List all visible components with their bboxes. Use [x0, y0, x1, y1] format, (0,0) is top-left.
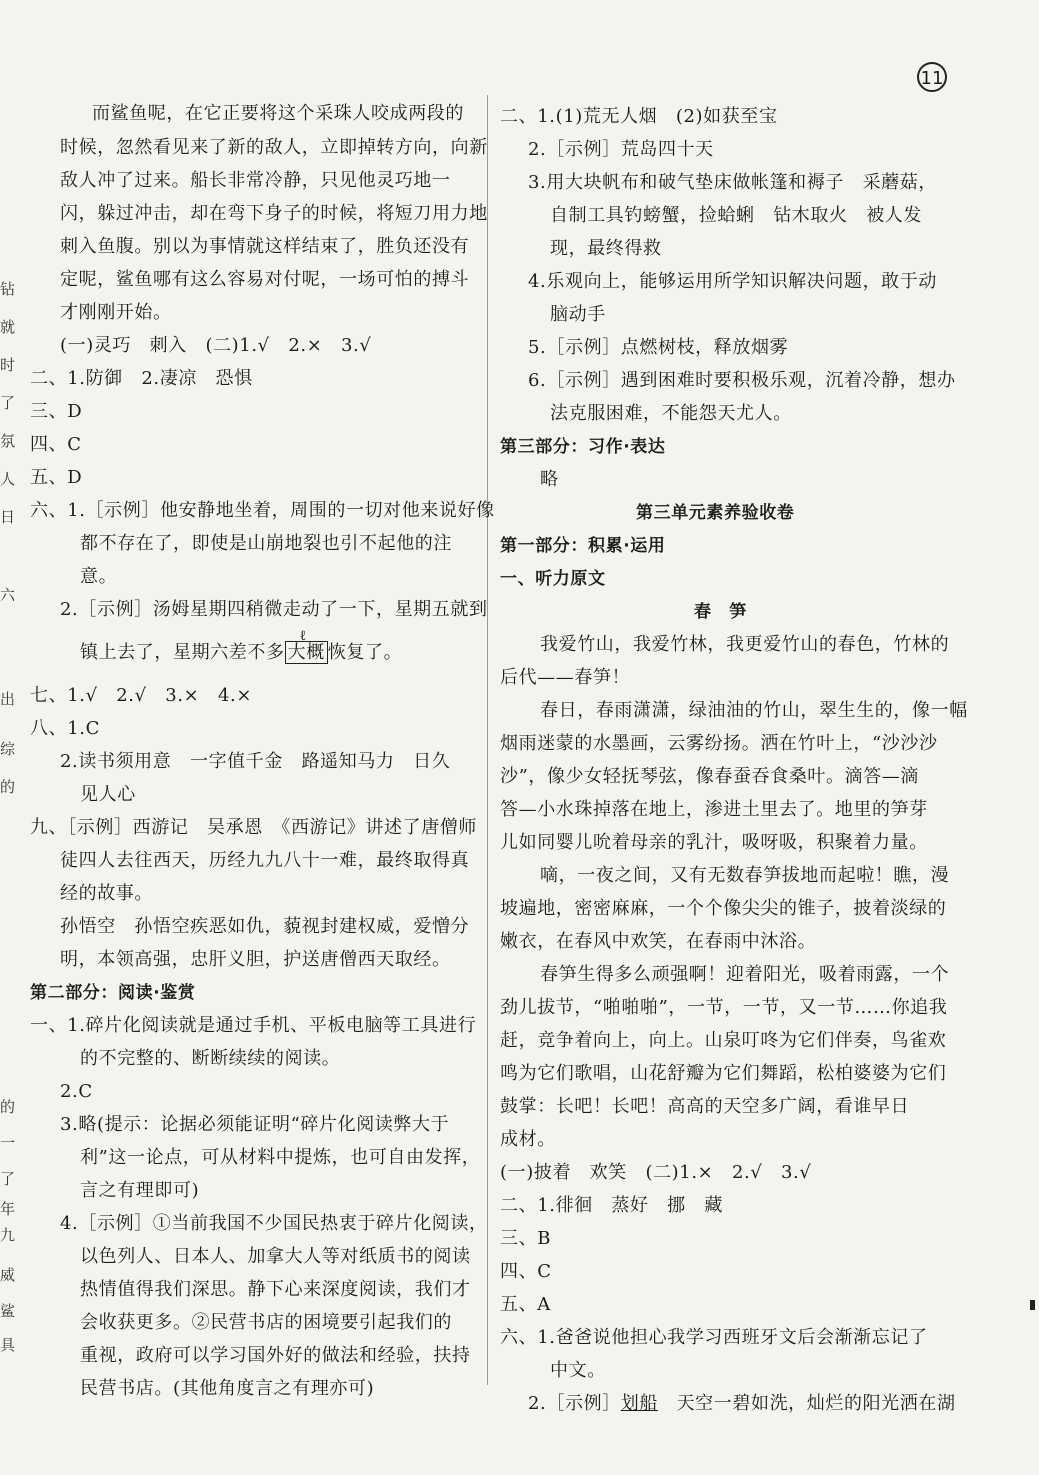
- text-line: 4.［示例］①当前我国不少国民热衷于碎片化阅读，: [60, 1213, 488, 1234]
- edge-fragment: 的: [0, 1098, 16, 1116]
- text-line: 会收获更多。②民营书店的困境要引起我们的: [80, 1312, 452, 1333]
- edge-fragment: 威: [0, 1266, 16, 1284]
- section-heading: 第一部分：积累·运用: [500, 536, 666, 556]
- text-line: 利”这一论点，可从材料中提炼，也可自由发挥，: [80, 1147, 481, 1168]
- text-line: 嫩衣，在春风中欢笑，在春雨中沐浴。: [500, 931, 817, 952]
- text-line: 热情值得我们深思。静下心来深度阅读，我们才: [80, 1279, 471, 1300]
- text-line: 现，最终得救: [550, 238, 662, 259]
- text-line: 3.用大块帆布和破气垫床做帐篷和褥子 采蘑菇，: [528, 172, 937, 193]
- section-heading: 第三部分：习作·表达: [500, 437, 666, 457]
- column-divider: [487, 95, 488, 1385]
- edge-fragment: 了: [0, 394, 16, 412]
- text-line: 2.［示例］荒岛四十天: [528, 139, 714, 160]
- edge-fragment: 鲨: [0, 1302, 16, 1320]
- text-line: 而鲨鱼呢，在它正要将这个采珠人咬成两段的: [92, 103, 464, 124]
- answer-line-boxed: [80, 628, 403, 663]
- boxed-word: [285, 628, 328, 664]
- text-line: 法克服困难，不能怨天尤人。: [550, 403, 792, 424]
- text-line: 烟雨迷蒙的水墨画，云雾纷扬。洒在竹叶上，“沙沙沙: [500, 733, 938, 754]
- text-line: 刺入鱼腹。别以为事情就这样结束了，胜负还没有: [60, 236, 470, 257]
- edge-fragment: 日: [0, 508, 16, 526]
- text-line: 4.乐观向上，能够运用所学知识解决问题，敢于动: [528, 271, 937, 292]
- text-line: 中文。: [550, 1360, 606, 1381]
- text-line: 后代——春笋！: [500, 667, 631, 688]
- text-line: 鼓掌：长吧！长吧！高高的天空多广阔，看谁早日: [500, 1096, 910, 1117]
- text-line: 三、D: [30, 401, 83, 422]
- text-line: 意。: [80, 566, 118, 587]
- text-line: 重视，政府可以学习国外好的做法和经验，扶持: [80, 1345, 471, 1366]
- text-line: 鸣为它们歌唱，山花舒瓣为它们舞蹈，松柏婆婆为它们: [500, 1063, 947, 1084]
- boxed-line-before: 镇上去了，星期六差不多: [80, 642, 285, 663]
- text-line: 一、1.碎片化阅读就是通过手机、平板电脑等工具进行: [30, 1015, 477, 1036]
- edge-fragment: 综: [0, 740, 16, 758]
- edge-fragment: 人: [0, 470, 16, 488]
- boxed-word-text: 大概: [287, 642, 325, 663]
- page-number: 11: [917, 62, 947, 92]
- text-line: 四、C: [30, 434, 82, 455]
- text-line: 以色列人、日本人、加拿大人等对纸质书的阅读: [80, 1246, 471, 1267]
- boxed-line-after: 恢复了。: [327, 642, 403, 663]
- edge-fragment: 氛: [0, 432, 16, 450]
- text-line: 五、D: [30, 467, 83, 488]
- text-line: 略: [540, 469, 559, 490]
- text-line: 民营书店。(其他角度言之有理亦可): [80, 1378, 375, 1399]
- sprout-mark-icon: ℓ: [299, 628, 307, 644]
- text-line: 七、1.√ 2.√ 3.× 4.×: [30, 685, 252, 706]
- text-line: 我爱竹山，我爱竹林，我更爱竹山的春色，竹林的: [540, 634, 950, 655]
- text-line: 六、1.爸爸说他担心我学习西班牙文后会渐渐忘记了: [500, 1327, 928, 1348]
- text-line: 三、B: [500, 1228, 552, 1249]
- text-line: 赶，竞争着向上，向上。山泉叮咚为它们伴奏，鸟雀欢: [500, 1030, 947, 1051]
- text-line: 的不完整的、断断续续的阅读。: [80, 1048, 341, 1069]
- edge-fragment: 就: [0, 318, 16, 336]
- answer-line-underlined: [528, 1394, 956, 1414]
- section-heading: 第二部分：阅读·鉴赏: [30, 983, 196, 1003]
- text-line: 徒四人去往西天，历经九九八十一难，最终取得真: [60, 850, 470, 871]
- text-line: 明，本领高强，忠肝义胆，护送唐僧西天取经。: [60, 949, 451, 970]
- text-line: 二、1.徘徊 蒸好 挪 藏: [500, 1195, 723, 1216]
- underlined-word: 划船: [620, 1393, 658, 1414]
- text-line: 6.［示例］遇到困难时要积极乐观，沉着冷静，想办: [528, 370, 956, 391]
- text-line: 九、［示例］西游记 吴承恩 《西游记》讲述了唐僧师: [30, 817, 477, 838]
- text-line: 答—小水珠掉落在地上，渗进土里去了。地里的笋芽: [500, 799, 928, 820]
- text-line: 5.［示例］点燃树枝，释放烟雾: [528, 337, 789, 358]
- text-line: 成材。: [500, 1129, 556, 1150]
- text-line: 3.略(提示：论据必须能证明“碎片化阅读弊大于: [60, 1114, 450, 1135]
- underlined-line-prefix: 2.［示例］: [528, 1393, 621, 1414]
- section-heading: 一、听力原文: [500, 569, 606, 589]
- edge-fragment: 时: [0, 356, 16, 374]
- text-line: 沙”，像少女轻抚琴弦，像春蚕吞食桑叶。滴答—滴: [500, 766, 919, 787]
- text-line: 言之有理即可): [80, 1180, 200, 1201]
- edge-fragment: 九: [0, 1226, 16, 1244]
- text-line: 五、A: [500, 1294, 551, 1315]
- text-line: 儿如同婴儿吮着母亲的乳汁，吸呀吸，积聚着力量。: [500, 832, 928, 853]
- text-line: 脑动手: [550, 304, 606, 325]
- text-line: 嘀，一夜之间，又有无数春笋拔地而起啦！瞧，漫: [540, 865, 950, 886]
- text-line: (一)披着 欢笑 (二)1.× 2.√ 3.√: [500, 1162, 812, 1183]
- edge-fragment: 具: [0, 1336, 16, 1354]
- text-line: 2.C: [60, 1081, 93, 1102]
- text-line: 定呢，鲨鱼哪有这么容易对付呢，一场可怕的搏斗: [60, 269, 470, 290]
- text-line: (一)灵巧 刺入 (二)1.√ 2.× 3.√: [60, 335, 372, 356]
- edge-fragment: 出: [0, 690, 16, 708]
- text-line: 劲儿拔节，“啪啪啪”，一节，一节，又一节……你追我: [500, 997, 948, 1018]
- text-line: 敌人冲了过来。船长非常冷静，只见他灵巧地一: [60, 170, 451, 191]
- text-line: 2.读书须用意 一字值千金 路遥知马力 日久: [60, 751, 451, 772]
- text-line: 才刚刚开始。: [60, 302, 172, 323]
- edge-fragment: 的: [0, 778, 16, 796]
- text-line: 孙悟空 孙悟空疾恶如仇，藐视封建权威，爱憎分: [60, 916, 470, 937]
- text-line: 闪，躲过冲击，却在弯下身子的时候，将短刀用力地: [60, 203, 488, 224]
- edge-fragment: 年: [0, 1200, 16, 1218]
- edge-fragment: 了: [0, 1170, 16, 1188]
- text-line: 自制工具钓螃蟹，捡蛤蜊 钻木取火 被人发: [550, 205, 922, 226]
- text-line: 二、1.防御 2.凄凉 恐惧: [30, 368, 253, 389]
- text-line: 见人心: [80, 784, 136, 805]
- text-line: 时候，忽然看见来了新的敌人，立即掉转方向，向新: [60, 137, 488, 158]
- underlined-line-rest: 天空一碧如洗，灿烂的阳光洒在湖: [657, 1393, 956, 1414]
- margin-mark: [1030, 1300, 1035, 1310]
- text-line: 春日，春雨潇潇，绿油油的竹山，翠生生的，像一幅: [540, 700, 968, 721]
- text-line: 四、C: [500, 1261, 552, 1282]
- text-line: 春笋生得多么顽强啊！迎着阳光，吸着雨露，一个: [540, 964, 950, 985]
- text-line: 八、1.C: [30, 718, 100, 739]
- text-line: 经的故事。: [60, 883, 153, 904]
- section-heading: 第三单元素养验收卷: [636, 503, 795, 523]
- edge-fragment: 六: [0, 586, 16, 604]
- text-line: 2.［示例］汤姆星期四稍微走动了一下，星期五就到: [60, 599, 488, 620]
- text-line: 二、1.(1)荒无人烟 (2)如获至宝: [500, 106, 778, 127]
- text-line: 都不存在了，即使是山崩地裂也引不起他的注: [80, 533, 452, 554]
- section-heading: 春 笋: [694, 602, 747, 622]
- edge-fragment: 钻: [0, 280, 16, 298]
- text-line: 坡遍地，密密麻麻，一个个像尖尖的锥子，披着淡绿的: [500, 898, 947, 919]
- text-line: 六、1.［示例］他安静地坐着，周围的一切对他来说好像: [30, 500, 495, 521]
- edge-fragment: 一: [0, 1134, 16, 1152]
